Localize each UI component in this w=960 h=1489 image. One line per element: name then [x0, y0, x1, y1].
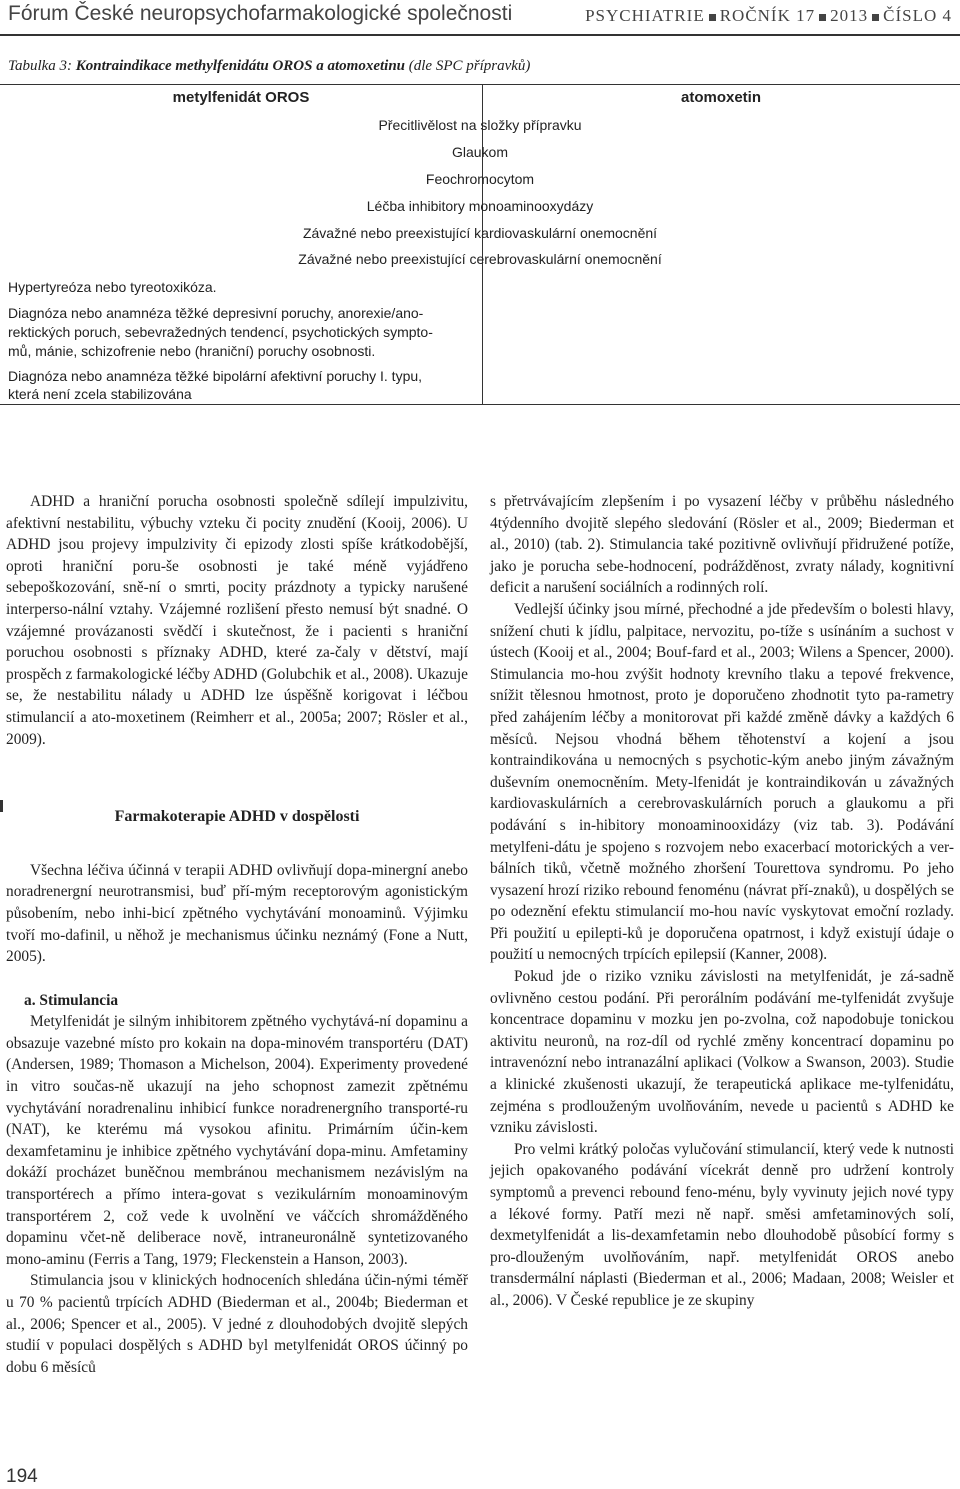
text-line: a Michelson, 2004). Experimenty provedené in vitro součas- — [6, 1056, 468, 1096]
text-line: o bolesti hlavy, snížení chuti k jídlu, palpitace, nervozitu, po- — [490, 600, 954, 640]
paragraph — [6, 1270, 468, 1378]
column-header-atomoxetine: atomoxetin — [680, 89, 761, 106]
text-line: minergní anebo noradrenergní neurotransmisi, buď pří- — [6, 861, 468, 901]
paragraph — [6, 860, 468, 968]
text-line: vede k uvolnění ve váčcích shromážděného dopaminu včet- — [6, 1207, 468, 1247]
text-line: Všechna léčiva účinná v terapii ADHD ovlivňují dopa- — [30, 861, 372, 879]
text-line: Pokud jde o riziko vzniku závislosti na metylfenidát, je zá- — [514, 968, 919, 986]
margin-mark — [0, 800, 3, 812]
article-right-column — [490, 491, 954, 1312]
shared-row: Léčba inhibitory monoaminooxydázy — [366, 198, 594, 214]
shared-row: Glaukom — [451, 144, 509, 160]
journal-title: Fórum České neuropsychofarmakologické společnosti — [8, 2, 513, 25]
text-line: ru (NAT), ke kterému má vysokou afinitu. Primárním účin- — [6, 1099, 468, 1139]
square-bullet-icon — [709, 14, 716, 21]
text-line: minu. Amfetaminy dokáží procházet buněčnou membránou — [6, 1142, 468, 1182]
text-line: 2004b; Biederman et al., 2006; Spencer et al., 2005). V jedné — [6, 1294, 468, 1333]
text-line: Stimulancia jsou v klinických hodnoceních shledána účin- — [30, 1272, 397, 1290]
text-line: či epizody zlosti spíše krátkodobější, oproti hraniční poru- — [6, 536, 468, 575]
text-line: noradrenalinu inhibicí funkce noradrenergního transporté- — [87, 1099, 456, 1117]
text-line: hou navíc vyskytovat emoční rozlady. Při použití u epilepti- — [490, 903, 954, 942]
text-line: moxetinem (Reimherr et al., 2005a; 2007; Rösler et al., 2009). — [6, 708, 468, 748]
text-line: sadně ovlivněno cestou podání. Při perorálním podávání me- — [490, 968, 954, 1007]
text-line: kým anebo jiným závažným duševním onemocněním. Mety- — [490, 752, 954, 791]
text-line: zvolna, což napodobuje tonickou aktivitu neuronů, na roz- — [490, 1011, 954, 1050]
text-line: ménu, byly vyvinuty jejich nové typy a lékové formy. Patří — [490, 1184, 954, 1223]
issue-info — [585, 6, 952, 26]
paragraph — [6, 1011, 468, 1270]
text-line: a narušení sociálních a rodinných rolí. — [533, 579, 769, 597]
text-line: s ADHD byl metylfenidát OROS účinný po dobu 6 měsíců — [6, 1337, 468, 1376]
contraindications-table — [0, 84, 960, 404]
paragraph — [490, 1139, 954, 1312]
text-line: u pacientů s ADHD ke vzniku závislosti. — [490, 1097, 954, 1137]
text-line: ně deliberace nově, intraneuronálně syntetizovaného mono- — [6, 1229, 468, 1268]
text-line: al., 2009; Biederman et al., 2010) (tab. 2). Stimulancia také — [490, 514, 954, 554]
text-line: z dlouhodobých dvojitě slepých studií v populaci dospělých — [6, 1315, 468, 1355]
paragraph — [6, 491, 468, 750]
text-line: pozitivně ovlivňují přidružené potíže, jako je porucha sebe- — [490, 536, 954, 575]
text-line: hodnocení, podrážděnost, zvraty nálady, kognitivní deficit — [490, 557, 954, 597]
text-line: mým receptorovým agonistickým působením, nebo inhi- — [6, 883, 468, 922]
text-line: dlouženým uvolňováním, např. metylfenidát OROS anebo — [515, 1248, 954, 1266]
issue-section: PSYCHIATRIE — [585, 6, 705, 25]
left-row: Diagnóza nebo anamnéza těžké bipolární afektivní poruchy I. typu, — [8, 368, 423, 384]
text-line: nými téměř u 70 % pacientů trpících ADHD (Biederman et al., — [6, 1272, 468, 1311]
text-line: fard et al., 2003; Wilens a Spencer, 2000). Stimulancia mo- — [490, 644, 954, 683]
text-line: a klinické zkušenosti ukazují, že terapeutická aplikace me- — [490, 1076, 884, 1094]
text-line: še osobnosti je také méně vyjádřeno sebepoškozování, sně- — [6, 557, 468, 597]
text-line: hibitory monoaminooxidázy (viz tab. 3). Podávání metylfeni- — [490, 816, 954, 856]
subsection-title: a. Stimulancia — [24, 991, 119, 1009]
table-bottom-rule — [0, 404, 960, 405]
text-line: tylfenidát zvyšuje koncentrace dopaminu v mozku jen po- — [490, 989, 954, 1029]
text-line: dafinil, u něhož je mechanismus účinku neznámý (Fone — [65, 926, 420, 944]
text-line: ADHD a hraniční porucha osobnosti společně sdílejí — [30, 493, 385, 510]
square-bullet-icon — [819, 14, 826, 21]
left-row: rektických poruch, sebevražedných tendencí, psychotických sympto- — [8, 324, 433, 340]
issue-year: 2013 — [830, 6, 869, 25]
text-line: následného 4týdenního dvojitě slepého sledování (Rösler et — [490, 493, 954, 532]
text-line: a kojení a jsou kontraindikována u nemocných s psychotic- — [490, 730, 954, 770]
text-line: kem dexamfetaminu je inhibice zpětného vychytávání dopa- — [6, 1121, 468, 1160]
text-line: a Nutt, 2005). — [6, 926, 468, 966]
spacer — [6, 828, 468, 860]
left-row: Hypertyreóza nebo tyreotoxikóza. — [8, 279, 217, 295]
text-line: dávky a každých 6 měsíců. Nejsou vhodná během těhotenství — [490, 708, 954, 748]
paragraph — [490, 966, 954, 1139]
text-line: bálních tiků, včetně možného zhoršení Tourettova syndromu. — [490, 860, 895, 878]
text-line: a lis-dexamfetamin nebo dlouhodobě působící formy s pro- — [490, 1227, 954, 1266]
issue-volume: ROČNÍK 17 — [719, 6, 816, 25]
left-row: Diagnóza nebo anamnéza těžké depresivní poruchy, anorexie/ano- — [8, 305, 424, 321]
shared-row: Závažné nebo preexistující kardiovaskulární onemocnění — [302, 225, 658, 241]
text-line: dátu je spojeno s rozvojem nebo exacerbací motorických a ver- — [554, 838, 954, 856]
spacer — [6, 750, 468, 806]
text-line: transdermální náplasti (Biederman et al., 2006; Madaan, — [490, 1270, 846, 1288]
text-line: a cerebrovaskulárních poruch a glaukomu a při podávání s in- — [490, 795, 954, 834]
paragraph — [490, 599, 954, 966]
text-line: pro udržení kontroly symptomů a prevenci rebound feno- — [490, 1162, 955, 1201]
text-line: nebo intranazální aplikaci (Volkow a Swanson, 2003). Studie — [571, 1054, 954, 1072]
left-row: mů, mánie, schizofrenie nebo (hraniční) poruchy osobnosti. — [8, 343, 376, 359]
shared-row: Přecitlivělost na složky přípravku — [378, 117, 582, 133]
spacer — [6, 968, 468, 990]
text-line: ní o smrti, pocity prázdnoty a typicky narušené interperso- — [6, 579, 468, 618]
text-line: Vedlejší účinky jsou mírné, přechodné a jde především — [514, 600, 856, 618]
column-header-methylphenidate: metylfenidát OROS — [172, 89, 310, 106]
text-line: 2008; Weisler et al., 2006). V České republice je ze skupiny — [490, 1270, 954, 1309]
caption-title: Kontraindikace methylfenidátu OROS a atomoxetinu — [75, 58, 405, 74]
text-line: impulzivitu, afektivní nestabilitu, výbuchy vzteku či pocity — [6, 493, 468, 532]
section-title: Farmakoterapie ADHD v dospělosti — [114, 808, 360, 826]
text-line: hou zvýšit hodnoty krevního tlaku a tepové frekvence, snížit — [490, 665, 954, 705]
text-line: u nemocných trpících epilepsií (Kanner, 2008). — [536, 946, 828, 964]
shared-row: Závažné nebo preexistující cerebrovaskulární onemocnění — [298, 251, 662, 267]
table-top-rule — [0, 84, 960, 85]
text-line: minovém transportéru (DAT) (Andersen, 1989; Thomason — [6, 1034, 468, 1074]
text-line: lfenidát je kontraindikován u závažných kardiovaskulárních — [490, 773, 954, 813]
text-line: Pro velmi krátký poločas vylučování stimulancií, který — [514, 1140, 855, 1158]
caption-prefix: Tabulka 3: — [8, 58, 76, 74]
square-bullet-icon — [872, 14, 879, 21]
text-line: s přetrvávajícím zlepšením i po vysazení léčby v průběhu — [490, 493, 877, 510]
caption-suffix: (dle SPC přípravků) — [405, 58, 531, 74]
text-line: ní dopaminu a obsazuje vazebné místo pro kokain na dopa- — [6, 1013, 468, 1052]
text-line: u ADHD lze úspěšně korigovat i léčbou stimulancií a ato- — [6, 687, 468, 726]
text-line: znudění (Kooij, 2006). U ADHD jsou projevy impulzivity — [6, 514, 468, 554]
text-line: ně ukazují na jeho schopnost zamezit zpětnému vychytávání — [6, 1078, 468, 1117]
text-line: tíže s usínáním a suchost v ústech (Kooij et al., 2004; Bouf- — [490, 622, 954, 662]
table-caption — [8, 58, 530, 75]
text-line: tylfenidátu, zejména s prodlouženým uvolňováním, nevede — [490, 1076, 954, 1115]
text-line: O vzájemné provázanosti svědčí i skutečnost, že i pacienti — [6, 600, 468, 640]
paragraph — [490, 491, 954, 599]
text-line: (Golubchik et al., 2008). Ukazuje se, že nestabilitu nálady — [6, 665, 468, 705]
shared-row: Feochromocytom — [425, 171, 535, 187]
text-line: mechanismem nezávislým na transportérech a přímo intera- — [6, 1164, 468, 1204]
running-header — [0, 0, 960, 36]
text-line: bicí zpětného vychytávání monoaminů. Výjimku tvoří mo- — [6, 904, 468, 944]
text-line: Po jeho vysazení hrozí riziko rebound fenoménu (návrat pří- — [490, 860, 954, 899]
text-line: nální vztahy. Vzájemné rozlišení přesto nemusí být snadné. — [72, 600, 452, 618]
text-line: s hraniční poruchou osobnosti s příznaky ADHD, které za- — [6, 622, 468, 662]
text-line: ků je doporučena opatrnost, i když existují údaje o použití — [490, 924, 955, 964]
text-line: Metylfenidát je silným inhibitorem zpětného vychytává- — [30, 1013, 380, 1031]
text-line: aminu (Ferris a Tang, 1979; Fleckenstein a Hanson, 2003). — [46, 1250, 408, 1268]
left-row: která není zcela stabilizována — [8, 386, 192, 402]
text-line: čaly v dětství, mají prospěch z farmakologické léčby ADHD — [6, 644, 468, 683]
issue-number: ČÍSLO 4 — [883, 6, 952, 25]
article-left-column — [6, 491, 468, 1378]
text-line: vede k nutnosti jejich opakovaného podávání vícekrát denně — [490, 1140, 954, 1180]
page-number: 194 — [6, 1466, 38, 1487]
text-line: rametry před zahájením léčby a monitorovat při každé změně — [490, 687, 954, 726]
text-line: díl od rychlé změny koncentrací dopaminu po intravenózní — [490, 1032, 954, 1072]
text-line: govat s vezikulárním monoaminovým transportérem 2, což — [6, 1186, 468, 1225]
text-line: tělesnou hmotnost, proto je doporučeno zhodnotit tyto pa- — [529, 687, 907, 705]
text-line: mezi ně např. směsi amfetaminových solí, dexmetylfenidát — [490, 1205, 954, 1245]
text-line: znaků), u dospělých se po odeznění efektu stimulancií mo- — [490, 881, 954, 921]
